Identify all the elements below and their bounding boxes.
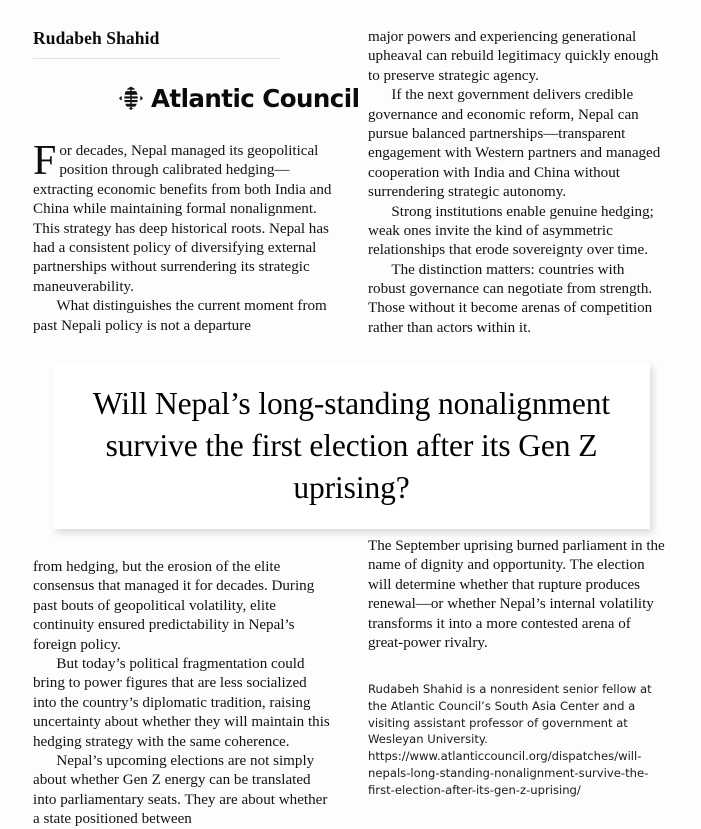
paragraph: If the next government delivers credible governance and economic reform, Nepal can pursue balanced partnerships—transparent engagement with Western partners and managed cooperation with India and China without surrendering strategic autonomy. [368, 87, 661, 201]
paragraph-text: or decades, Nepal managed its geopolitical position through calibrated hedging—extracting economic benefits from both India and China while maintaining formal nonalignment. This strategy has deep historical roots. Nepal has had a consistent policy of diversifying external partnerships without surrendering its strategic maneuverability. [33, 143, 332, 295]
column-bottom-right [368, 537, 665, 653]
paragraph: Strong institutions enable genuine hedging; weak ones invite the kind of asymmetric relationships that erode sovereignty over time. [368, 203, 654, 259]
author-bio [368, 681, 668, 748]
pullquote-box [53, 363, 650, 529]
paragraph: Nepal’s upcoming elections are not simply about whether Gen Z energy can be translated into parliamentary seats. They are about whether a state positioned between [33, 752, 328, 828]
author-byline: Rudabeh Shahid [33, 28, 160, 48]
source-url-text[interactable]: https://www.atlanticcouncil.org/dispatches/will-nepals-long-standing-nonalignment-survive-the-first-election-after-its-gen-z-uprising/ [368, 749, 649, 797]
paragraph: The distinction matters: countries with robust governance can negotiate from strength. Those without it become arenas of competition rather than actors within it. [368, 261, 653, 336]
paragraph: But today’s political fragmentation could bring to power figures that are less socialized into the country’s diplomatic tradition, raising uncertainty about whether they will maintain this hedging strategy with the same coherence. [33, 655, 330, 750]
globe-icon [118, 86, 144, 112]
source-url[interactable] [368, 748, 668, 798]
brand-name: Atlantic Council [151, 83, 360, 113]
author-bio-text: Rudabeh Shahid is a nonresident senior fellow at the Atlantic Council’s South Asia Center and a visiting assistant professor of government at Wesleyan University. [368, 682, 652, 747]
column-top-left [33, 138, 333, 336]
paragraph [33, 138, 333, 297]
brand-lockup [118, 80, 359, 118]
column-top-right [368, 28, 665, 338]
drop-cap: F [33, 138, 57, 184]
column-bottom-left [33, 558, 333, 829]
byline-divider [33, 58, 280, 59]
paragraph: What distinguishes the current moment from past Nepali policy is not a departure [33, 298, 327, 334]
paragraph: from hedging, but the erosion of the elite consensus that managed it for decades. During past bouts of geopolitical volatility, elite continuity ensured predictability in Nepal’s foreign policy. [33, 559, 315, 653]
pullquote-headline: Will Nepal’s long-standing nonalignment survive the first election after its Gen Z uprising? [92, 386, 611, 505]
paragraph: major powers and experiencing generational upheaval can rebuild legitimacy quickly enough to preserve strategic agency. [368, 29, 659, 84]
paragraph: The September uprising burned parliament in the name of dignity and opportunity. The election will determine whether that rupture produces renewal—or whether Nepal’s internal volatility transforms it into a more contested arena of great-power rivalry. [368, 538, 665, 651]
masthead [33, 28, 280, 59]
